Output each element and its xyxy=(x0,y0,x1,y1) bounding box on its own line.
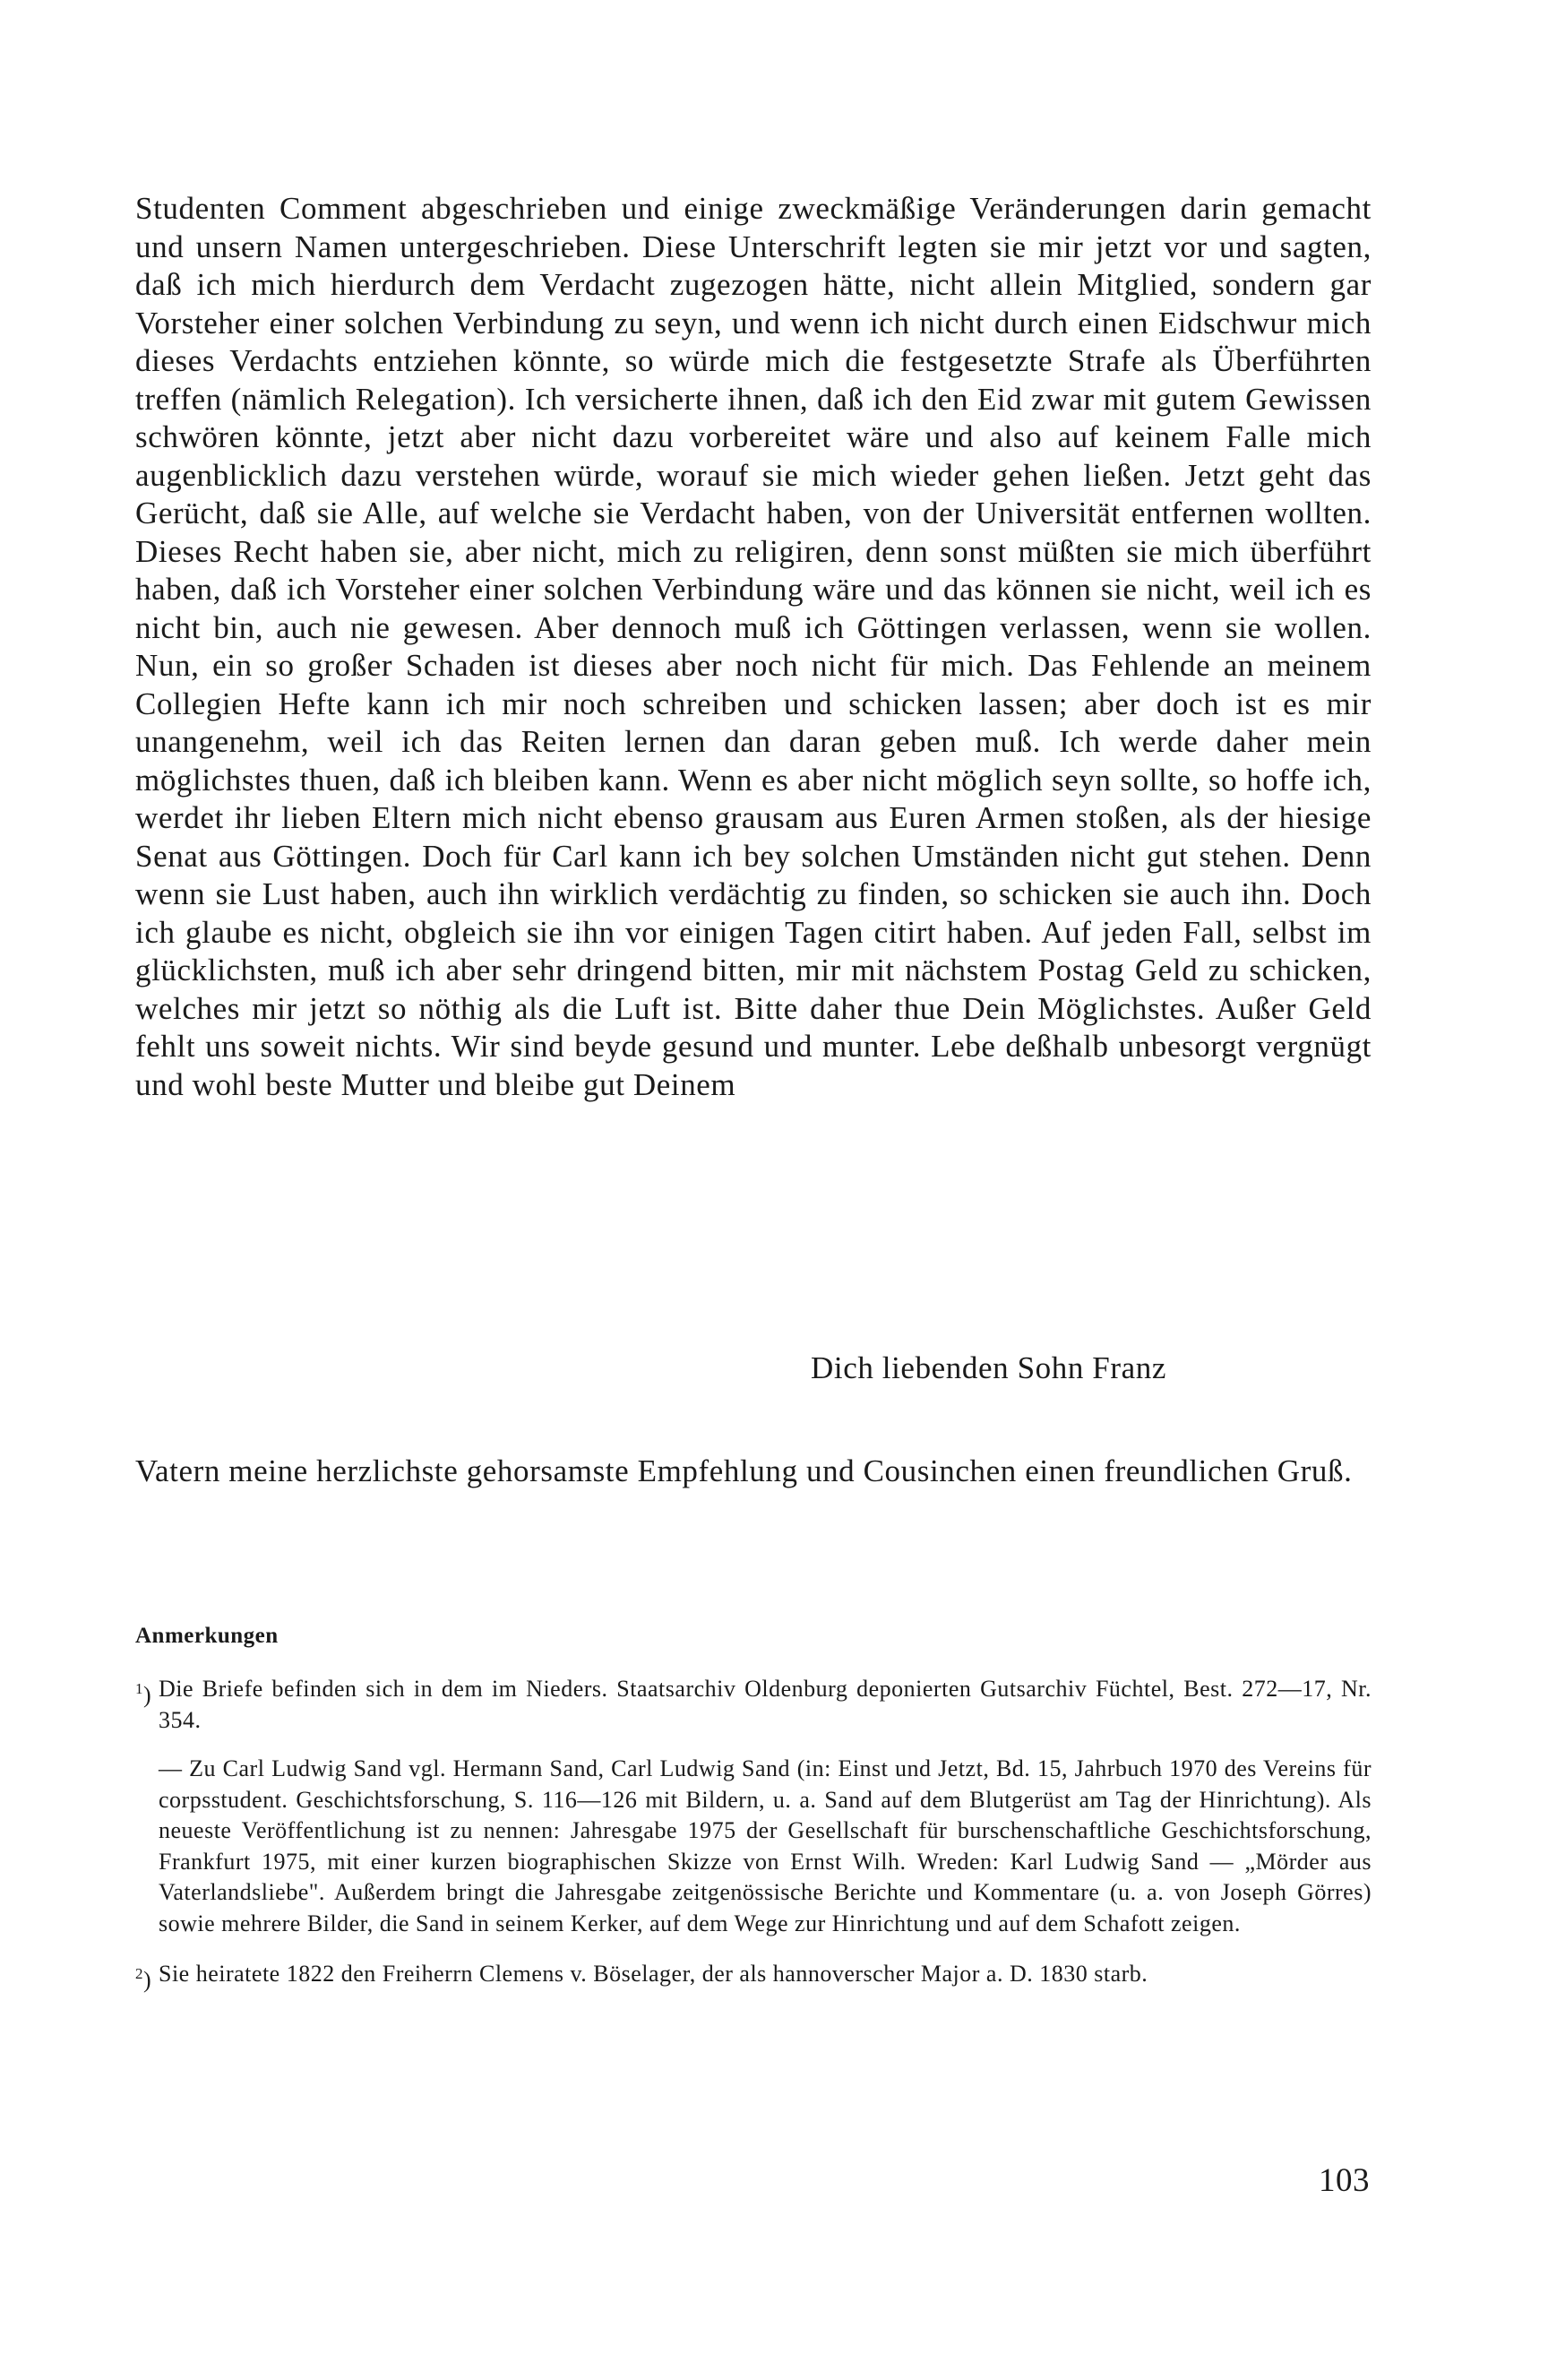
footnote-body xyxy=(159,1959,1372,1996)
footnote-paragraph: — Zu Carl Ludwig Sand vgl. Hermann Sand, Carl Ludwig Sand (in: Einst und Jetzt, Bd. 15, Jahrbuch 1970 des Vereins für corpsstudent. Geschichtsforschung, S. 116—126 mit Bildern, u. a. Sand auf dem Blutgerüst am Tag der Hinrichtung). Als neueste Veröffentlichung ist zu nennen: Jahresgabe 1975 der Gesellschaft für burschenschaftliche Geschichtsforschung, Frankfurt 1975, mit einer kurzen biographischen Skizze von Ernst Wilh. Wreden: Karl Ludwig Sand — „Mörder aus Vaterlandsliebe". Außerdem bringt die Jahresgabe zeitgenössische Berichte und Kommentare (u. a. von Joseph Görres) sowie mehrere Bilder, die Sand in seinem Kerker, auf dem Wege zur Hinrichtung und auf dem Schafott zeigen. xyxy=(159,1755,1372,1936)
letter-text xyxy=(135,190,1372,1104)
letter-closing: Dich liebenden Sohn Franz xyxy=(811,1350,1166,1385)
footnote-marker: $^2$) xyxy=(135,1965,152,1993)
notes-heading: Anmerkungen xyxy=(135,1624,279,1648)
footnote-paragraph: Sie heiratete 1822 den Freiherrn Clemens v. Böselager, der als hannoverscher Major a. D. 1830 starb. xyxy=(159,1961,1148,1987)
letter-body: Studenten Comment abgeschrieben und einige zweckmäßige Veränderungen darin gemacht und unsern Namen untergeschrieben. Diese Unterschrift legten sie mir jetzt vor und sagten, daß ich mich hierdurch dem Verdacht zugezogen hätte, nicht allein Mitglied, sondern gar Vorsteher einer solchen Verbindung zu seyn, und wenn ich nicht durch einen Eidschwur mich dieses Verdachts entziehen könnte, so würde mich die festgesetzte Strafe als Überführten treffen (nämlich Relegation). Ich versicherte ihnen, daß ich den Eid zwar mit gutem Gewissen schwören könnte, jetzt aber nicht dazu vorbereitet wäre und also auf keinem Falle mich augenblicklich dazu verstehen würde, worauf sie mich wieder gehen ließen. Jetzt geht das Gerücht, daß sie Alle, auf welche sie Verdacht haben, von der Universität entfernen wollten. Dieses Recht haben sie, aber nicht, mich zu religiren, denn sonst müßten sie mich überführt haben, daß ich Vorsteher einer solchen Verbindung wäre und das können sie nicht, weil ich es nicht bin, auch nie gewesen. Aber dennoch muß ich Göttingen verlassen, wenn sie wollen. Nun, ein so großer Schaden ist dieses aber noch nicht für mich. Das Fehlende an meinem Collegien Hefte kann ich mir noch schreiben und schicken lassen; aber doch ist es mir unangenehm, weil ich das Reiten lernen dan daran geben muß. Ich werde daher mein möglichstes thuen, daß ich bleiben kann. Wenn es aber nicht möglich seyn sollte, so hoffe ich, werdet ihr lieben Eltern mich nicht ebenso grausam aus Euren Armen stoßen, als der hiesige Senat aus Göttingen. Doch für Carl kann ich bey solchen Umständen nicht gut stehen. Denn wenn sie Lust haben, auch ihn wirklich verdächtig zu finden, so schicken sie auch ihn. Doch ich glaube es nicht, obgleich sie ihn vor einigen Tagen citirt haben. Auf jeden Fall, selbst im glücklichsten, muß ich aber sehr dringend bitten, mir mit nächstem Postag Geld zu schicken, welches mir jetzt so nöthig als die Luft ist. Bitte daher thue Dein Möglichstes. Außer Geld fehlt uns soweit nichts. Wir sind beyde gesund und munter. Lebe deßhalb unbesorgt vergnügt und wohl beste Mutter und bleibe gut Deinem xyxy=(135,191,1372,1102)
footnote-marker: $^1$) xyxy=(135,1680,152,1708)
page-number: 103 xyxy=(1319,2162,1370,2199)
footnote-1 xyxy=(135,1674,1372,1939)
footnote-2 xyxy=(135,1959,1372,1996)
footnotes xyxy=(135,1674,1372,2016)
footnote-paragraph: Die Briefe befinden sich in dem im Nieders. Staatsarchiv Oldenburg deponierten Gutsarchiv Füchtel, Best. 272—17, Nr. 354. xyxy=(159,1676,1372,1733)
letter-postscript: Vatern meine herzlichste gehorsamste Empfehlung und Cousinchen einen freundlichen Gruß. xyxy=(135,1453,1353,1488)
footnote-body xyxy=(159,1674,1372,1939)
